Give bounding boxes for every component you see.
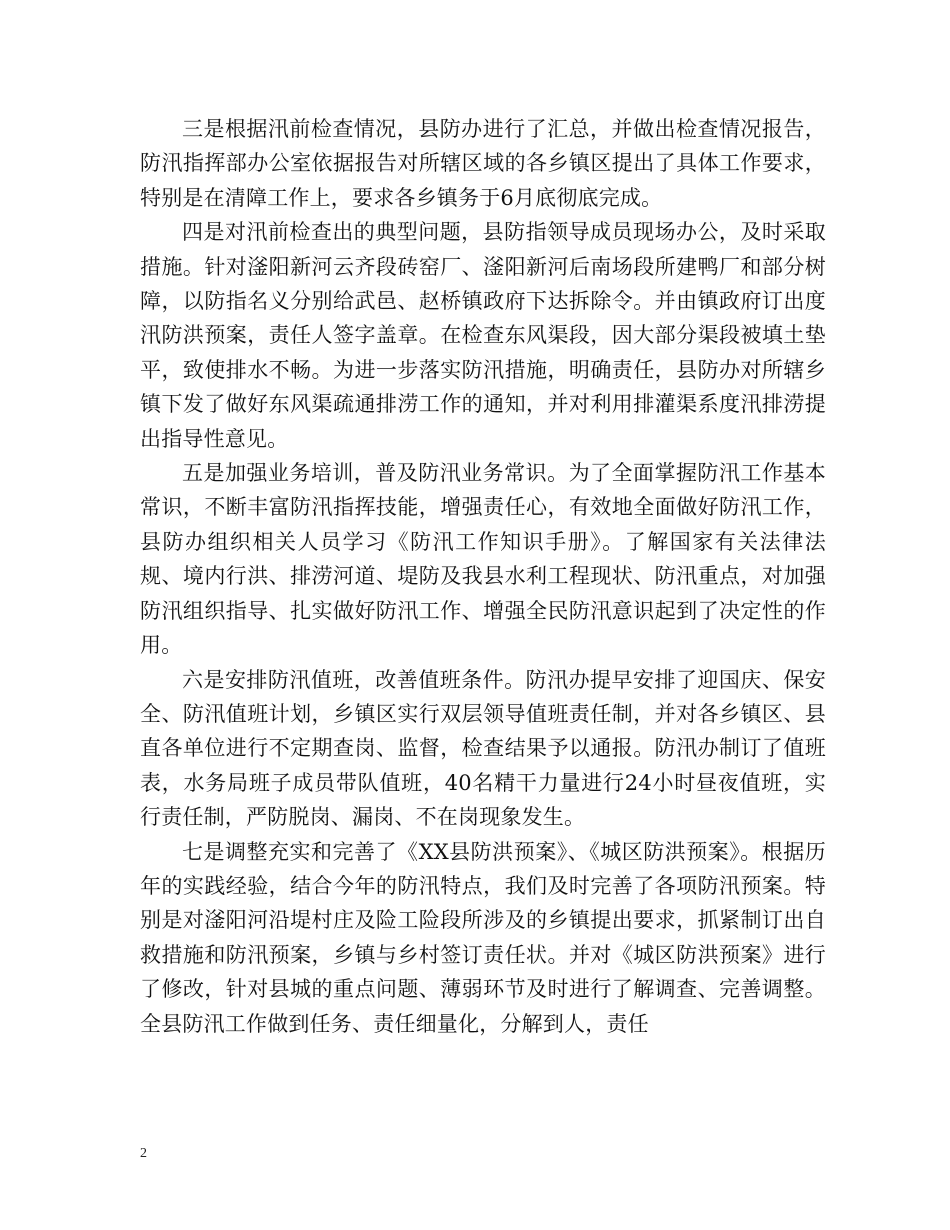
document-body [140, 112, 826, 1041]
paragraph-item-6: 六是安排防汛值班，改善值班条件。防汛办提早安排了迎国庆、保安全、防汛值班计划，乡镇区实行双层领导值班责任制，并对各乡镇区、县直各单位进行不定期查岗、监督，检查结果予以通报。防汛办制订了值班表，水务局班子成员带队值班，40名精干力量进行24小时昼夜值班，实行责任制，严防脱岗、漏岗、不在岗现象发生。 [140, 667, 826, 830]
paragraph-item-4: 四是对汛前检查出的典型问题，县防指领导成员现场办公，及时采取措施。针对滏阳新河云齐段砖窑厂、滏阳新河后南场段所建鸭厂和部分树障，以防指名义分别给武邑、赵桥镇政府下达拆除令。并由镇政府订出度汛防洪预案，责任人签字盖章。在检查东风渠段，因大部分渠段被填土垫平，致使排水不畅。为进一步落实防汛措施，明确责任，县防办对所辖乡镇下发了做好东风渠疏通排涝工作的通知，并对利用排灌渠系度汛排涝提出指导性意见。 [140, 220, 826, 451]
page-number: 2 [140, 1146, 147, 1161]
paragraph-item-3: 三是根据汛前检查情况，县防办进行了汇总，并做出检查情况报告，防汛指挥部办公室依据报告对所辖区域的各乡镇区提出了具体工作要求，特别是在清障工作上，要求各乡镇务于6月底彻底完成。 [140, 117, 826, 210]
paragraph-item-5: 五是加强业务培训，普及防汛业务常识。为了全面掌握防汛工作基本常识，不断丰富防汛指挥技能，增强责任心，有效地全面做好防汛工作，县防办组织相关人员学习《防汛工作知识手册》。了解国家有关法律法规、境内行洪、排涝河道、堤防及我县水利工程现状、防汛重点，对加强防汛组织指导、扎实做好防汛工作、增强全民防汛意识起到了决定性的作用。 [140, 461, 826, 658]
paragraph-item-7: 七是调整充实和完善了《XX县防洪预案》、《城区防洪预案》。根据历年的实践经验，结合今年的防汛特点，我们及时完善了各项防汛预案。特别是对滏阳河沿堤村庄及险工险段所涉及的乡镇提出要求，抓紧制订出自救措施和防汛预案，乡镇与乡村签订责任状。并对《城区防洪预案》进行了修改，针对县城的重点问题、薄弱环节及时进行了解调查、完善调整。全县防汛工作做到任务、责任细量化，分解到人，责任 [140, 839, 826, 1036]
